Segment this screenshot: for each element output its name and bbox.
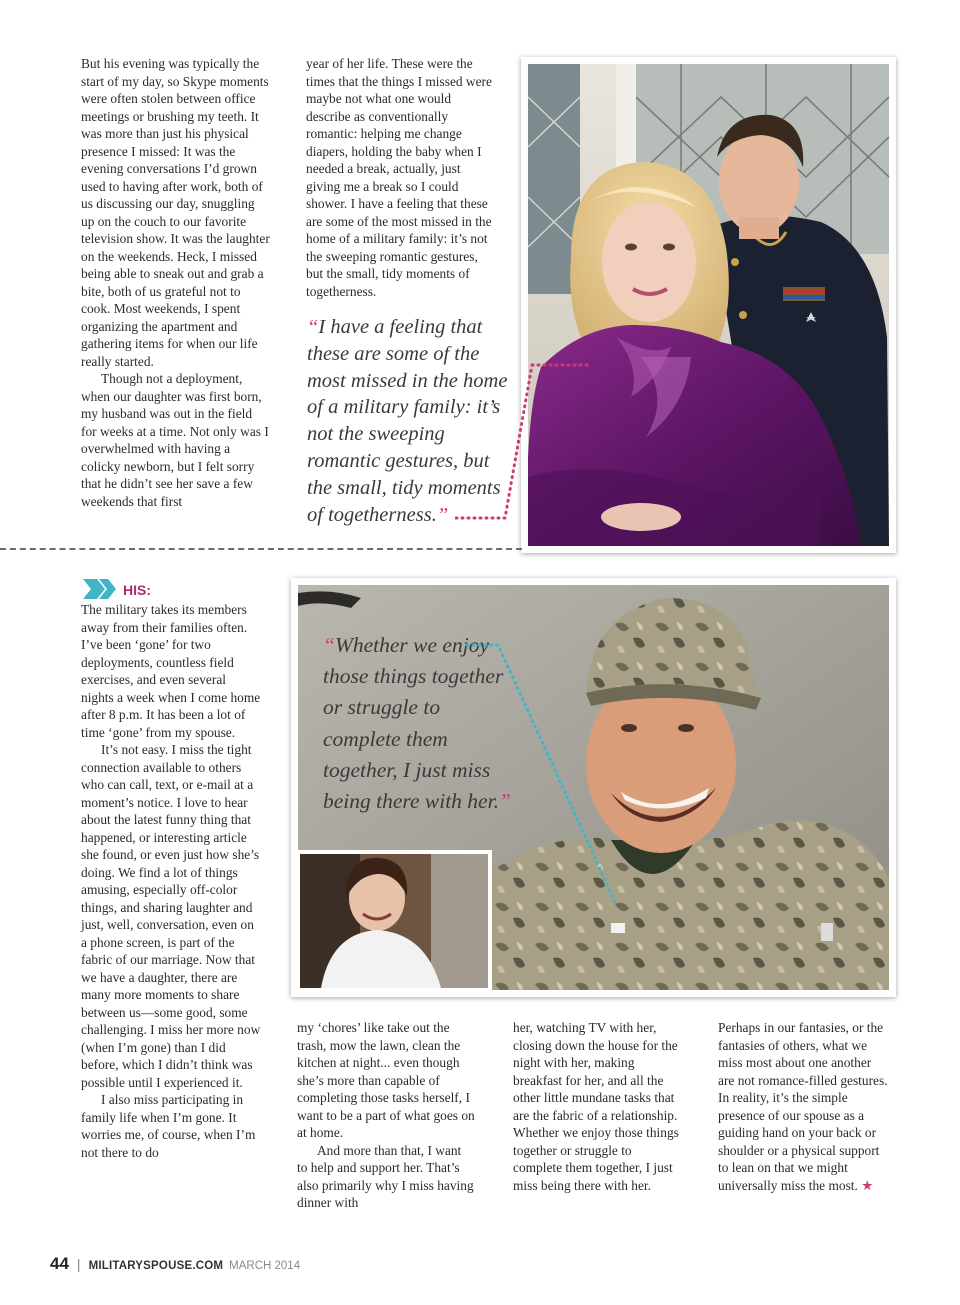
issue-date: MARCH 2014 <box>229 1260 301 1272</box>
couple-photo <box>521 57 896 553</box>
her-quote-connector <box>455 355 535 535</box>
paragraph: The military takes its members away from their families often. I’ve been ‘gone’ for two deployments, countless field exercises, and even several nights a week when I come home after 8 p.m. It has been a lot of time ‘gone’ from my spouse. <box>81 602 261 740</box>
arrow-chevron-icon <box>81 578 121 600</box>
paragraph: And more than that, I want to help and support her. That’s also primarily why I miss having dinner with <box>297 1142 474 1210</box>
his-column-1 <box>81 601 261 1161</box>
his-label: HIS: <box>123 582 151 598</box>
open-quote: “ <box>323 633 335 657</box>
her-column-2 <box>306 55 498 300</box>
paragraph: year of her life. These were the times that the things I missed were maybe not what one would describe as conventionally romantic: helping me change diapers, holding the baby when I needed a break, actually, just giving me a break so I could shower. I have a feeling that these are some of the most missed in the home of a military family: it’s not the sweeping romantic gestures, but the small, tidy moments of togetherness. <box>306 56 492 299</box>
paragraph: my ‘chores’ like take out the trash, mow the lawn, clean the kitchen at night... even though she’s more than capable of completing those tasks herself, I want to be a part of what goes on at home. <box>297 1020 475 1140</box>
footer-separator: | <box>76 1256 81 1272</box>
open-quote: “ <box>307 316 319 338</box>
pullquote-text: Whether we enjoy those things together or struggle to complete them together, I just miss being there with her. <box>323 633 504 814</box>
paragraph <box>718 1019 890 1194</box>
her-column-1 <box>81 55 271 510</box>
paragraph: But his evening was typically the start of my day, so Skype moments were often stolen between office meetings or brushing my teeth. It was more than just his physical presence I missed: It was the evening conversations I’d grown used to having after work, both of us discussing our day, snuggling up on the couch to our favorite television show. It was the laughter on the weekends. Heck, I missed being able to sneak out and grab a bite, both of us grateful not to cook. Most weekends, I spent organizing the apartment and gathering items for when our life really started. <box>81 56 270 369</box>
paragraph: Though not a deployment, when our daughter was first born, my husband was out in the field for weeks at a time. Not only was I overwhelmed with having a colicky newborn, but I felt sorry that he didn’t see her save a few weekends that first <box>81 371 269 509</box>
close-quote: ” <box>436 503 449 526</box>
paragraph: I also miss participating in family life when I’m gone. It worries me, of course, when I’m not there to do <box>81 1092 256 1160</box>
her-quote-connector-tail <box>530 360 600 372</box>
section-divider <box>0 548 522 550</box>
his-column-3 <box>513 1019 683 1194</box>
page-number: 44 <box>50 1254 69 1273</box>
pullquote-text: I have a feeling that these are some of the most missed in the home of a military family: it’s not the sweeping romantic gestures, but the small, tidy moments of togetherness. <box>307 316 508 526</box>
paragraph: It’s not easy. I miss the tight connection available to others who can call, text, or e-mail at a moment’s notice. I love to hear about the latest funny thing that happened, or interesting article she found, or even just how she’s doing. We find a lot of things amusing, especially off-color things, and sharing laughter and just, well, conversation, even on a phone screen, is part of the fabric of our marriage. Now that we have a daughter, there are many more moments to share between us—some good, some challenging. I miss her more now (when I’m gone) than I did before, which I didn’t think was possible until I experienced it. <box>81 742 261 1090</box>
star-icon: ★ <box>861 1177 874 1193</box>
site-name: MILITARYSPOUSE.COM <box>88 1260 224 1272</box>
paragraph-text: Perhaps in our fantasies, or the fantasies of others, what we miss most about one another are not romance-filled gestures. In reality, it’s the simple presence of our spouse as a guiding hand on your back or shoulder or a physical support to lean on that we might universally miss the most. <box>718 1020 888 1193</box>
paragraph: her, watching TV with her, closing down the house for the night with her, making breakfast for her, and all the other little mundane tasks that are the fabric of a relationship. Whether we enjoy those things together or struggle to complete them together, I just miss being there with her. <box>513 1020 679 1193</box>
close-quote: ” <box>498 789 511 814</box>
his-column-4 <box>718 1019 890 1194</box>
his-quote-connector <box>465 640 625 910</box>
page-footer <box>50 1254 300 1274</box>
his-column-2 <box>297 1019 475 1212</box>
